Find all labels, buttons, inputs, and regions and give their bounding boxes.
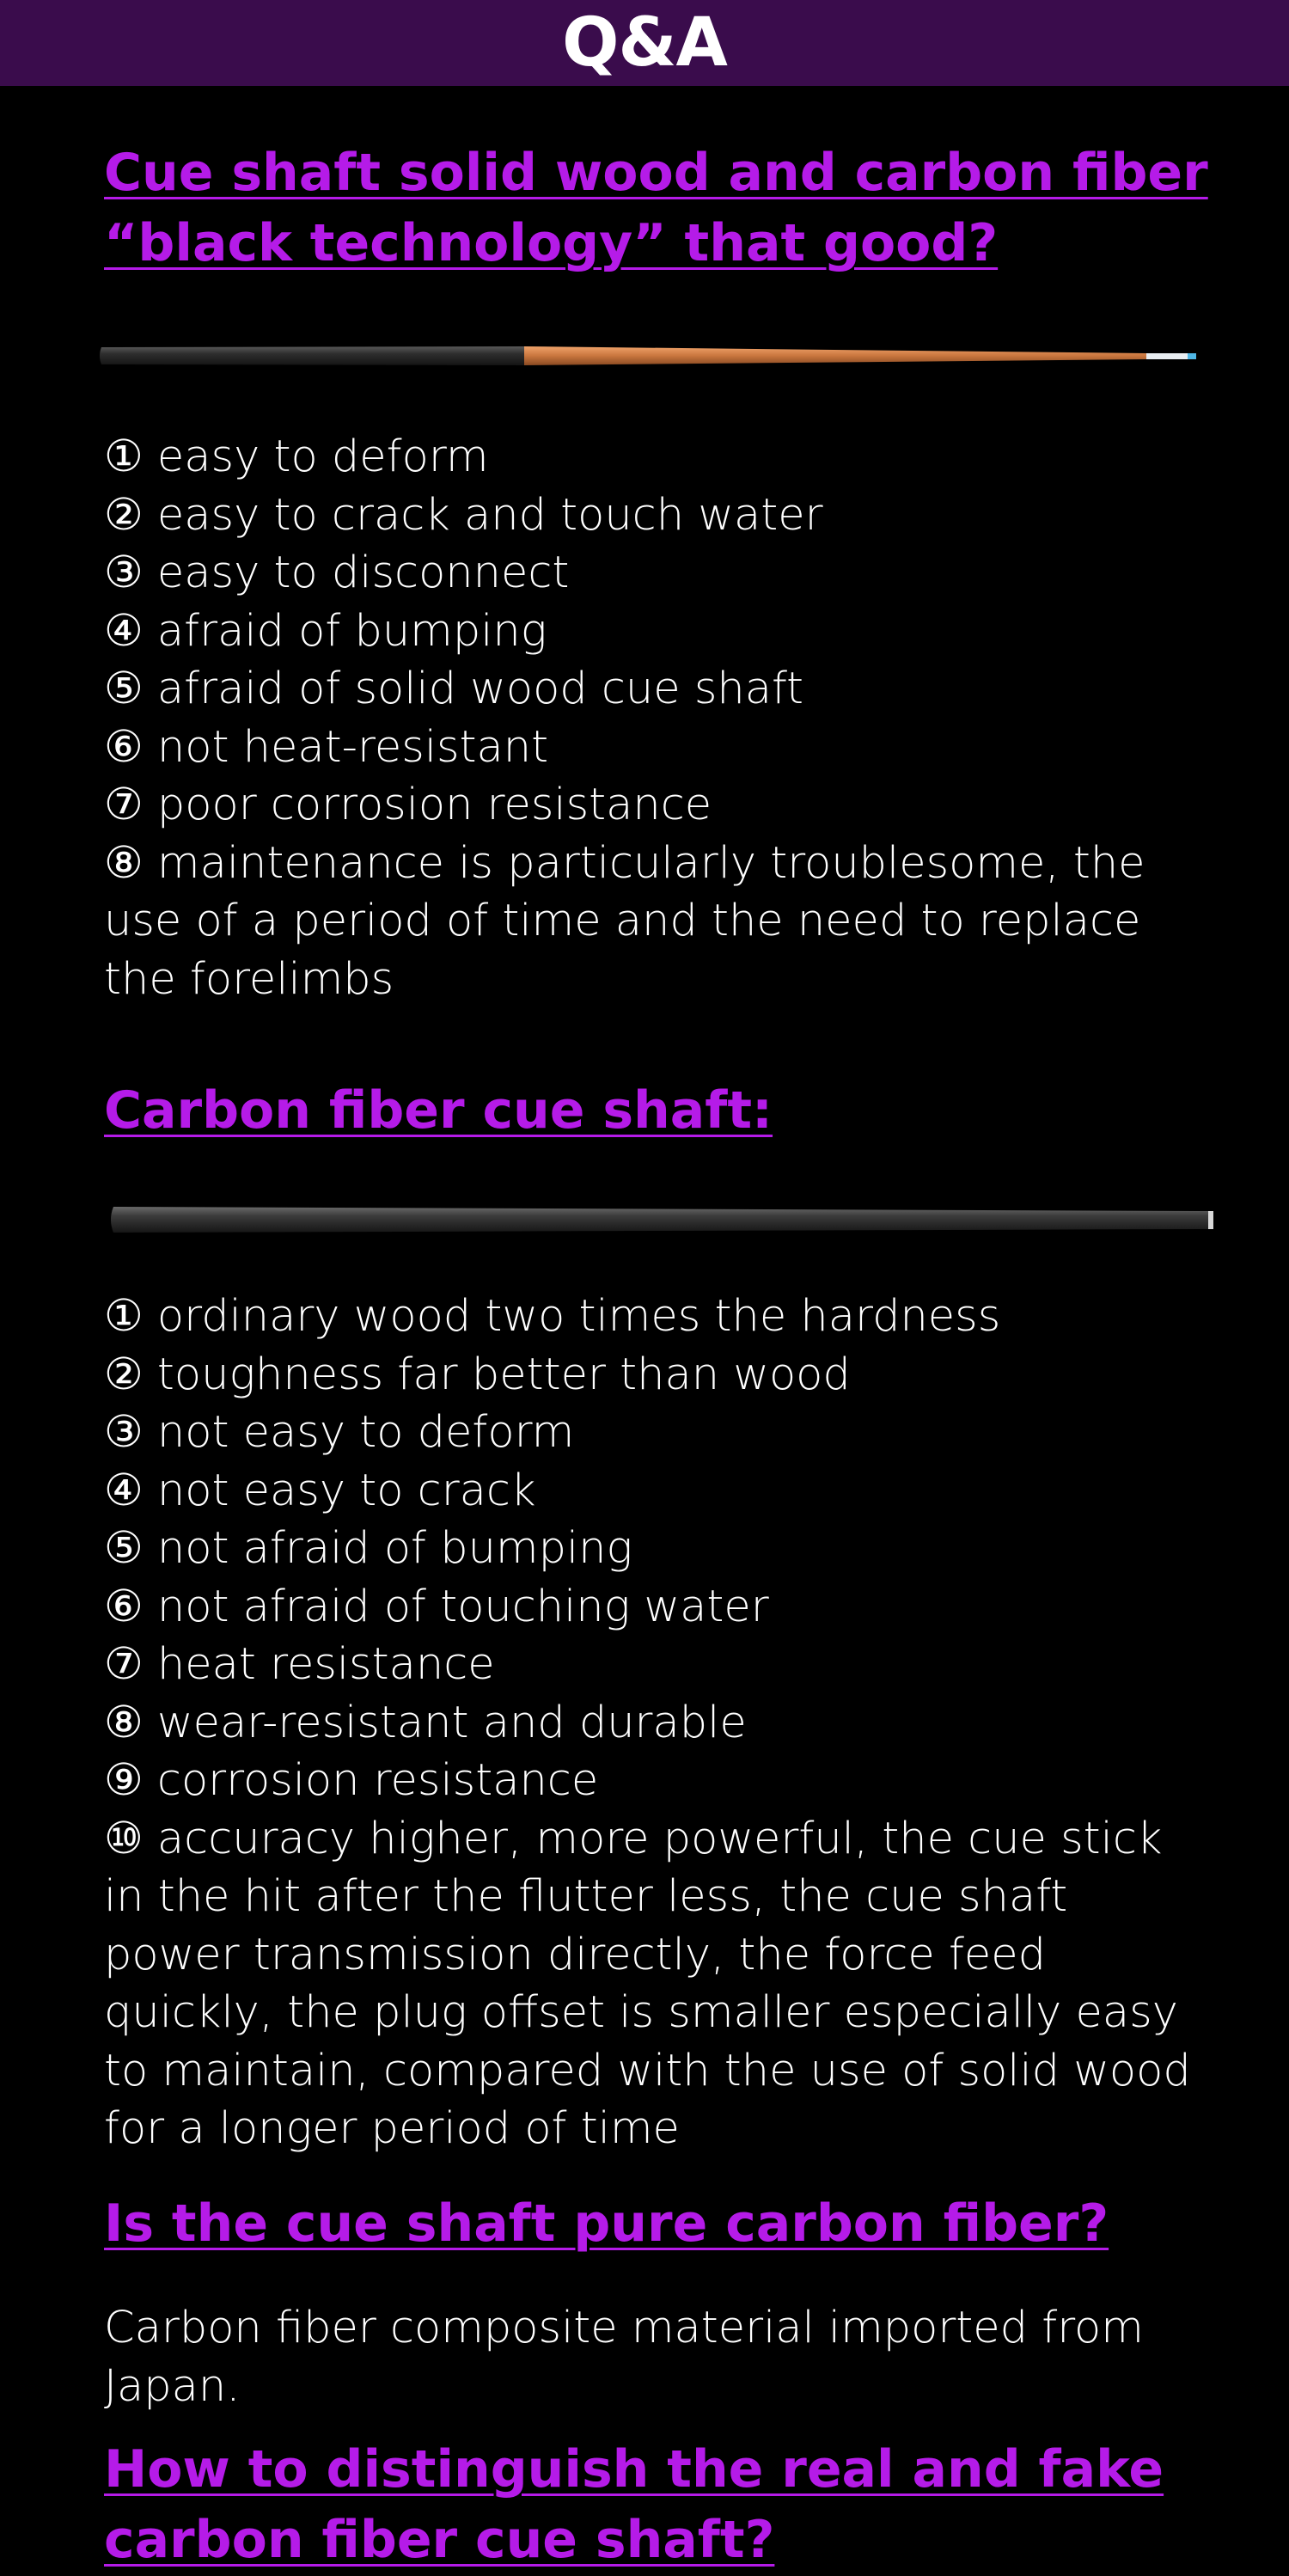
list-item: ⑤ not afraid of bumping <box>104 1523 633 1574</box>
page-header <box>0 0 1289 86</box>
carbon-fiber-cue-image <box>108 1203 1217 1236</box>
carbon-shaft-body <box>111 1207 1208 1233</box>
carbon-advantages-list <box>104 1288 1204 2158</box>
carbon-shaft-ferrule <box>1208 1211 1213 1229</box>
list-item: ② toughness far better than wood <box>104 1349 851 1400</box>
list-item: ⑧ maintenance is particularly troublesome, the use of a period of time and the need to replace the forelimbs <box>104 837 1145 1005</box>
solid-wood-cue-image <box>98 342 1200 370</box>
list-item: ⑩ accuracy higher, more powerful, the cue stick in the hit after the flutter less, the cue shaft power transmission directly, the force feed quickly, the plug offset is smaller especially easy to maintain, compared with the use of solid wood for a longer period of time <box>104 1813 1191 2154</box>
list-item: ④ not easy to crack <box>104 1465 536 1516</box>
cue-ferrule <box>1146 353 1189 359</box>
section-body-pure-carbon: Carbon fiber composite material imported from Japan. <box>104 2303 1144 2412</box>
section-heading-real-vs-fake: How to distinguish the real and fake carbon fiber cue shaft? <box>104 2439 1164 2570</box>
list-item: ① easy to deform <box>104 431 489 482</box>
page-title: Q&A <box>562 4 727 82</box>
list-item: ④ afraid of bumping <box>104 605 547 657</box>
section-heading-wood-vs-carbon: Cue shaft solid wood and carbon fiber “black technology” that good? <box>104 143 1208 273</box>
list-item: ⑥ not afraid of touching water <box>104 1581 769 1632</box>
list-item: ② easy to crack and touch water <box>104 489 823 541</box>
list-item: ⑦ poor corrosion resistance <box>104 780 712 830</box>
list-item: ⑧ wear-resistant and durable <box>104 1697 747 1748</box>
cue-tip <box>1188 353 1196 359</box>
list-item: ⑥ not heat-resistant <box>104 721 549 773</box>
list-item: ⑤ afraid of solid wood cue shaft <box>104 664 804 714</box>
section-heading-carbon-fiber: Carbon fiber cue shaft: <box>104 1080 773 1141</box>
list-item: ③ not easy to deform <box>104 1407 575 1458</box>
list-item: ⑦ heat resistance <box>104 1639 495 1690</box>
list-item: ③ easy to disconnect <box>104 548 570 598</box>
list-item: ① ordinary wood two times the hardness <box>104 1291 1001 1342</box>
cue-butt <box>100 346 524 365</box>
wood-drawbacks-list <box>104 428 1204 1008</box>
section-heading-pure-carbon: Is the cue shaft pure carbon fiber? <box>104 2194 1109 2254</box>
list-item: ⑨ corrosion resistance <box>104 1755 599 1806</box>
cue-shaft-wood <box>524 346 1146 365</box>
